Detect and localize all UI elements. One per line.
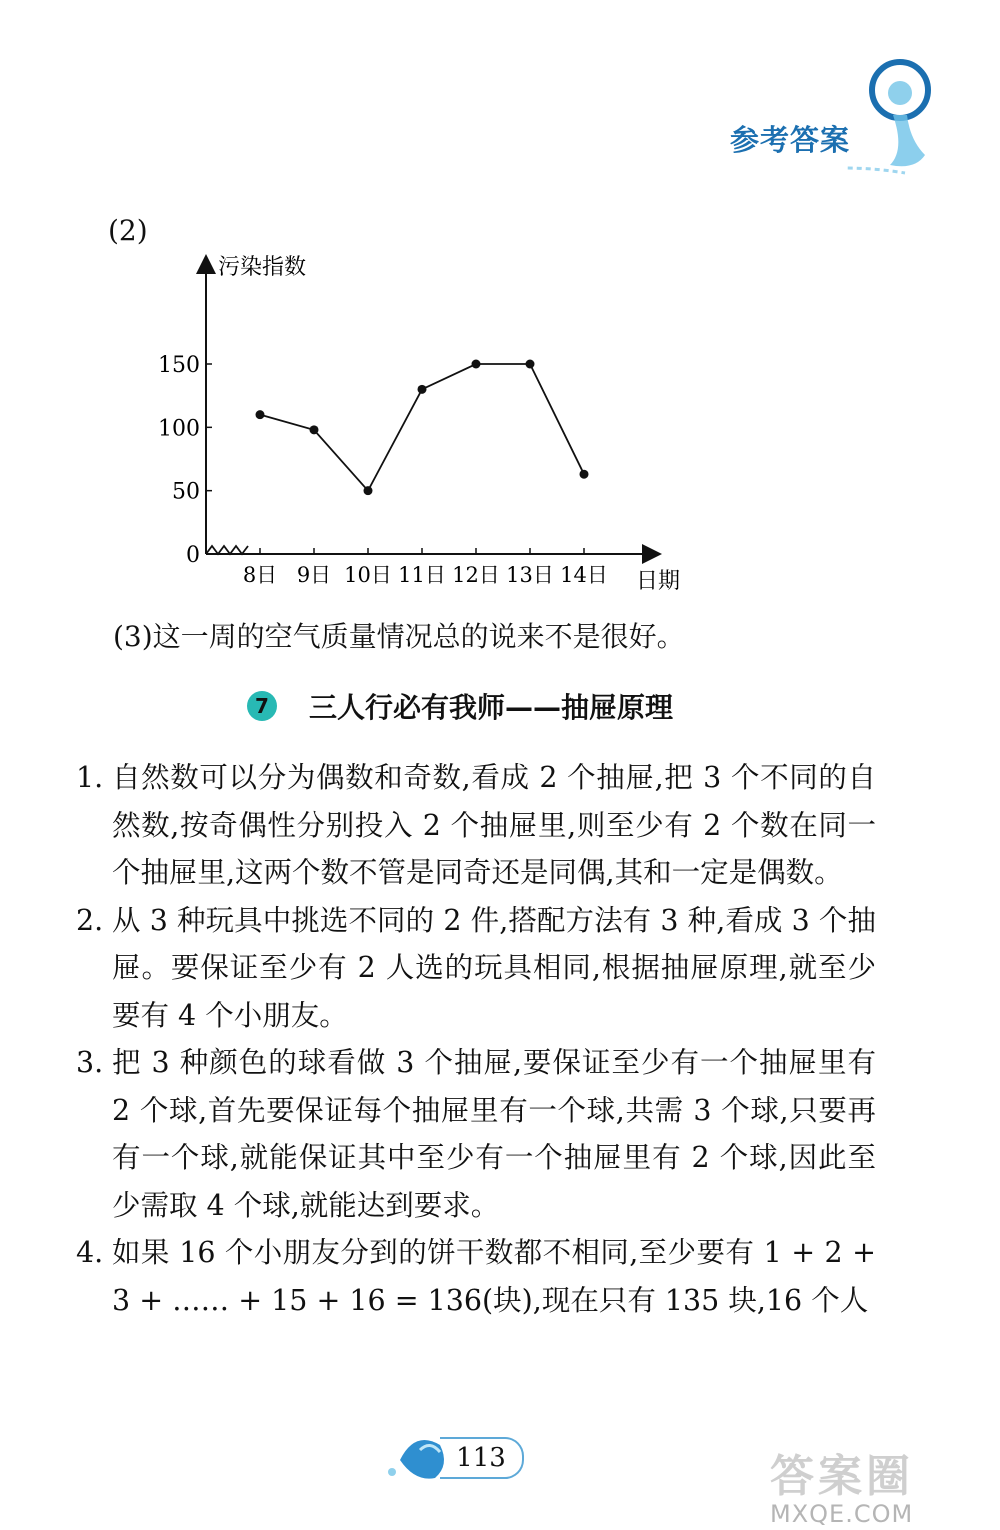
answer-list — [76, 754, 876, 1324]
answer-number: 1. — [76, 761, 104, 794]
axis-break — [206, 546, 248, 554]
x-tick-label: 10日 — [344, 563, 392, 587]
answer-text: 把 3 种颜色的球看做 3 个抽屉,要保证至少有一个抽屉里有 2 个球,首先要保证每个抽屉里有一个球,共需 3 个球,只要再有一个球,就能保证其中至少有一个抽屉里有 2 个球,因此至少需取 4 个球,就能达到要求。 — [112, 1046, 876, 1222]
y-tick-label: 0 — [186, 543, 200, 568]
x-axis-label: 日期 — [636, 569, 681, 594]
answer-text: 从 3 种玩具中挑选不同的 2 件,搭配方法有 3 种,看成 3 个抽屉。要保证至少有 2 人选的玩具相同,根据抽屉原理,就至少要有 4 个小朋友。 — [112, 903, 877, 1032]
answer-item — [76, 897, 876, 1040]
y-tick-label: 50 — [172, 479, 200, 505]
x-tick-label: 13日 — [506, 563, 554, 587]
answer-item — [76, 1039, 876, 1229]
data-point — [526, 360, 535, 369]
answer-item — [76, 1229, 876, 1324]
watermark-logo-text: 答案圈 — [770, 1451, 914, 1502]
x-tick-label: 8日 — [242, 563, 278, 587]
answer-number: 2. — [76, 903, 104, 937]
data-point — [472, 360, 481, 369]
series-line — [260, 364, 584, 491]
page-number: 113 — [440, 1437, 524, 1479]
x-tick-label: 14日 — [560, 563, 608, 587]
answer-number: 3. — [76, 1046, 104, 1079]
x-tick-label: 9日 — [296, 563, 332, 587]
y-tick-label: 100 — [158, 416, 200, 442]
data-point — [418, 385, 427, 394]
answer-text: 如果 16 个小朋友分到的饼干数都不相同,至少要有 1 + 2 + 3 + …… + 15 + 16 = 136(块),现在只有 135 块,16 个人 — [112, 1236, 876, 1317]
y-tick-label: 150 — [158, 353, 200, 378]
answer-item — [76, 754, 876, 897]
section-title-text: 三人行必有我师——抽屉原理 — [309, 691, 674, 724]
cartoon-figure-decoration — [845, 55, 975, 185]
x-tick-label: 11日 — [398, 563, 446, 587]
data-point — [580, 470, 589, 479]
pollution-line-chart — [150, 240, 710, 600]
x-tick-label: 12日 — [452, 563, 500, 587]
section-heading — [245, 686, 845, 726]
y-axis-label: 污染指数 — [218, 255, 307, 280]
answer-number: 4. — [76, 1236, 104, 1269]
site-watermark — [770, 1440, 995, 1528]
question-3-answer: (3)这一周的空气质量情况总的说来不是很好。 — [113, 620, 685, 653]
section-number-badge: 7 — [247, 691, 277, 721]
answer-text: 自然数可以分为偶数和奇数,看成 2 个抽屉,把 3 个不同的自然数,按奇偶性分别投入 2 个抽屉里,则至少有 2 个数在同一个抽屉里,这两个数不管是同奇还是同偶,其和一定是偶数。 — [112, 761, 876, 889]
data-point — [310, 425, 319, 434]
question-2-label: (2) — [108, 214, 148, 247]
data-point — [364, 486, 373, 495]
data-point — [256, 410, 265, 419]
section-header-title: 参考答案 — [730, 123, 851, 157]
watermark-url: MXQE.COM — [770, 1500, 914, 1528]
